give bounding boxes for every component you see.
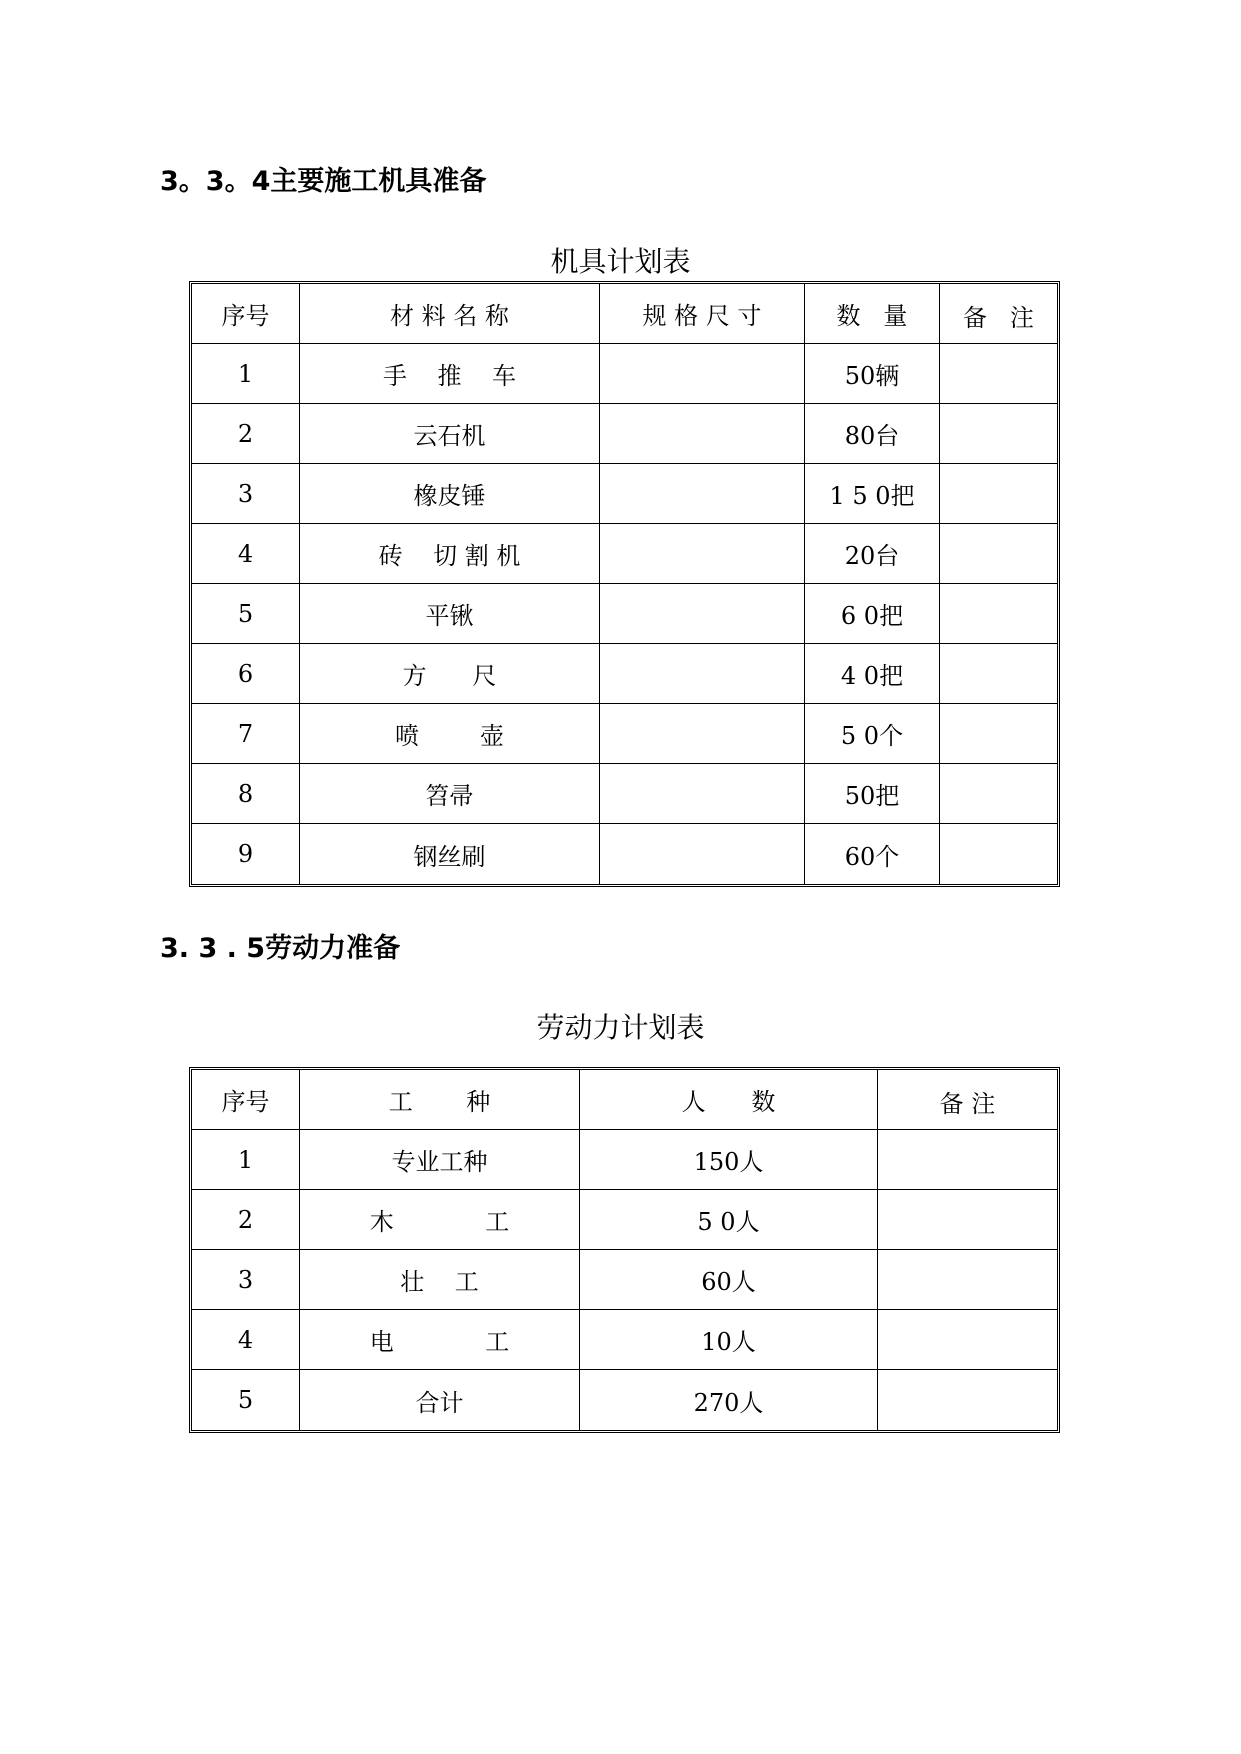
- cell-notes: [940, 824, 1057, 884]
- cell-trade: 木 工: [300, 1190, 580, 1250]
- cell-specification: [600, 704, 805, 764]
- table-row: [192, 1190, 1057, 1250]
- col-header-index: 序号: [192, 284, 300, 344]
- cell-specification: [600, 584, 805, 644]
- cell-notes: [940, 344, 1057, 404]
- cell-quantity: 60个: [805, 824, 940, 884]
- table-row: [192, 764, 1057, 824]
- cell-notes: [940, 644, 1057, 704]
- table-row: [192, 1370, 1057, 1430]
- cell-specification: [600, 644, 805, 704]
- col-header-notes: 备 注: [878, 1070, 1057, 1130]
- table-header-row: [192, 284, 1057, 344]
- cell-index: 2: [192, 1190, 300, 1250]
- table-row: [192, 1310, 1057, 1370]
- cell-notes: [940, 704, 1057, 764]
- table-title-labor: 劳动力计划表: [536, 1011, 705, 1044]
- cell-quantity: 80台: [805, 404, 940, 464]
- cell-material-name: 云石机: [300, 404, 600, 464]
- cell-material-name: 笤帚: [300, 764, 600, 824]
- cell-headcount: 10人: [580, 1310, 878, 1370]
- table-row: [192, 1130, 1057, 1190]
- cell-material-name: 平锹: [300, 584, 600, 644]
- cell-index: 5: [192, 1370, 300, 1430]
- table-row: [192, 464, 1057, 524]
- cell-headcount: 270人: [580, 1370, 878, 1430]
- cell-notes: [878, 1370, 1057, 1430]
- cell-index: 5: [192, 584, 300, 644]
- cell-quantity: 50把: [805, 764, 940, 824]
- cell-material-name: 砖 切 割 机: [300, 524, 600, 584]
- cell-trade: 电 工: [300, 1310, 580, 1370]
- table-row: [192, 704, 1057, 764]
- cell-index: 4: [192, 524, 300, 584]
- col-header-trade: 工 种: [300, 1070, 580, 1130]
- col-header-specification: 规 格 尺 寸: [600, 284, 805, 344]
- cell-quantity: 4 0把: [805, 644, 940, 704]
- cell-index: 1: [192, 1130, 300, 1190]
- cell-trade: 壮 工: [300, 1250, 580, 1310]
- cell-specification: [600, 464, 805, 524]
- cell-notes: [878, 1130, 1057, 1190]
- cell-index: 4: [192, 1310, 300, 1370]
- cell-index: 3: [192, 464, 300, 524]
- cell-notes: [940, 464, 1057, 524]
- cell-index: 2: [192, 404, 300, 464]
- cell-quantity: 5 0个: [805, 704, 940, 764]
- col-header-notes: 备 注: [940, 284, 1057, 344]
- col-header-index: 序号: [192, 1070, 300, 1130]
- table-row: [192, 584, 1057, 644]
- cell-index: 1: [192, 344, 300, 404]
- table-row: [192, 644, 1057, 704]
- machinery-plan-table: [189, 281, 1060, 887]
- cell-notes: [940, 764, 1057, 824]
- cell-quantity: 1 5 0把: [805, 464, 940, 524]
- cell-material-name: 钢丝刷: [300, 824, 600, 884]
- cell-index: 6: [192, 644, 300, 704]
- cell-headcount: 60人: [580, 1250, 878, 1310]
- cell-notes: [940, 404, 1057, 464]
- cell-trade: 合计: [300, 1370, 580, 1430]
- cell-trade: 专业工种: [300, 1130, 580, 1190]
- section-heading-labor: 3. 3 . 5劳动力准备: [160, 933, 401, 964]
- labor-plan-table: [189, 1067, 1060, 1433]
- table-row: [192, 344, 1057, 404]
- cell-notes: [940, 584, 1057, 644]
- table-row: [192, 404, 1057, 464]
- cell-notes: [878, 1190, 1057, 1250]
- cell-notes: [878, 1250, 1057, 1310]
- cell-material-name: 手 推 车: [300, 344, 600, 404]
- cell-specification: [600, 764, 805, 824]
- cell-specification: [600, 824, 805, 884]
- table-row: [192, 1250, 1057, 1310]
- cell-specification: [600, 404, 805, 464]
- cell-material-name: 方 尺: [300, 644, 600, 704]
- cell-index: 7: [192, 704, 300, 764]
- table-row: [192, 524, 1057, 584]
- cell-headcount: 150人: [580, 1130, 878, 1190]
- cell-quantity: 6 0把: [805, 584, 940, 644]
- cell-index: 3: [192, 1250, 300, 1310]
- col-header-quantity: 数 量: [805, 284, 940, 344]
- cell-specification: [600, 344, 805, 404]
- table-row: [192, 824, 1057, 884]
- table-title-machinery: 机具计划表: [550, 245, 691, 278]
- section-heading-machinery: 3。3。4主要施工机具准备: [160, 166, 487, 197]
- cell-notes: [878, 1310, 1057, 1370]
- cell-index: 9: [192, 824, 300, 884]
- table-header-row: [192, 1070, 1057, 1130]
- cell-index: 8: [192, 764, 300, 824]
- col-header-material-name: 材 料 名 称: [300, 284, 600, 344]
- cell-notes: [940, 524, 1057, 584]
- cell-material-name: 喷 壶: [300, 704, 600, 764]
- cell-material-name: 橡皮锤: [300, 464, 600, 524]
- cell-quantity: 20台: [805, 524, 940, 584]
- cell-specification: [600, 524, 805, 584]
- cell-headcount: 5 0人: [580, 1190, 878, 1250]
- col-header-headcount: 人 数: [580, 1070, 878, 1130]
- cell-quantity: 50辆: [805, 344, 940, 404]
